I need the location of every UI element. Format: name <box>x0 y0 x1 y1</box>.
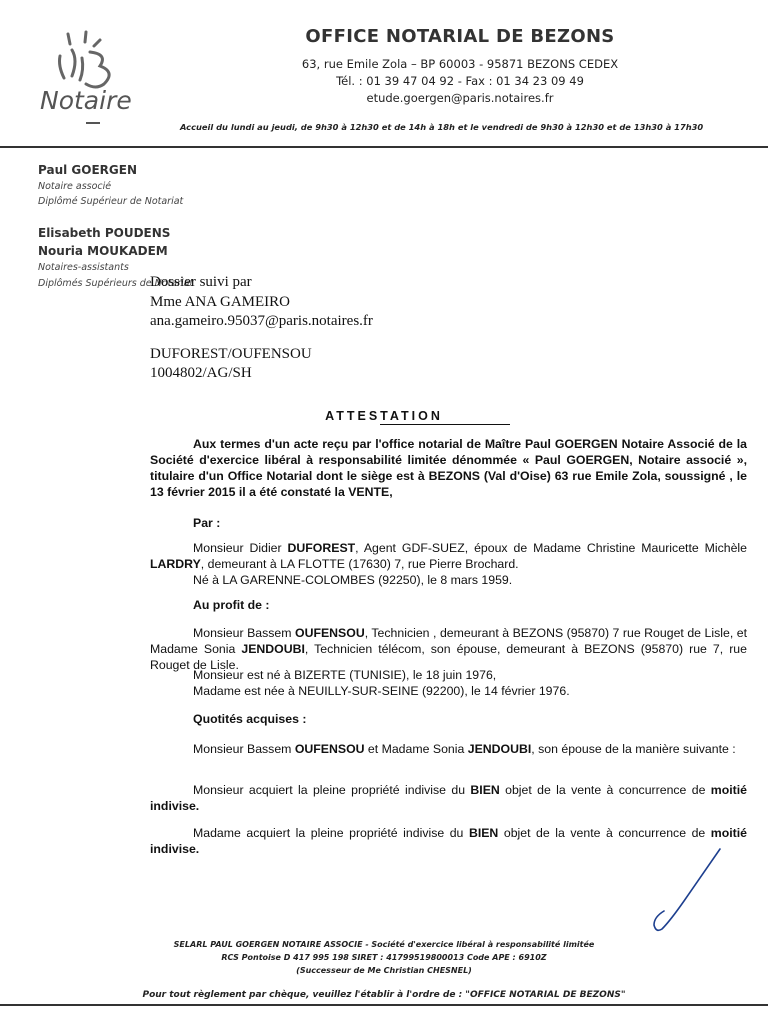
seller-heading: Par : <box>193 516 221 530</box>
dossier-contact-email: ana.gameiro.95037@paris.notaires.fr <box>150 313 373 329</box>
attestation-title: ATTESTATION <box>325 409 443 423</box>
office-title: OFFICE NOTARIAL DE BEZONS <box>305 26 615 47</box>
buyer-paragraph: Monsieur Bassem OUFENSOU, Technicien , demeurant à BEZONS (95870) 7 rue Rouget de Lisle, et Madame Sonia JENDOUBI, Technicien télécom, son épouse, demeurant à BEZONS (95870) rue 7, rue Rouget de Lisle. <box>150 626 747 672</box>
dossier-reference-names: DUFOREST/OUFENSOU <box>150 346 312 362</box>
quotites-heading: Quotités acquises : <box>193 712 307 726</box>
office-hours: Accueil du lundi au jeudi, de 9h30 à 12h30 et de 14h à 18h et le vendredi de 9h30 à 12h30 et de 13h30 à 17h30 <box>180 122 704 132</box>
dossier-reference-number: 1004802/AG/SH <box>150 365 252 381</box>
title-underline <box>380 424 510 425</box>
dossier-contact-name: Mme ANA GAMEIRO <box>150 294 291 310</box>
logo-underline <box>86 122 100 124</box>
assistant-name-1: Elisabeth POUDENS <box>38 226 171 240</box>
wife-share-paragraph: Madame acquiert la pleine propriété indivise du BIEN objet de la vente à concurrence de moitié indivise. <box>150 826 747 856</box>
intro-paragraph: Aux termes d'un acte reçu par l'office notarial de Maître Paul GOERGEN Notaire Associé de la Société d'exercice libéral à responsabilité limitée dénommée « Paul GOERGEN, Notaire associé », titulaire d'un Office Notarial dont le siège est à BEZONS (Val d'Oise) 63 rue Emile Zola, soussigné , le 13 février 2015 il a été constaté la VENTE, <box>150 437 747 499</box>
buyer-birth-2: Madame est née à NEUILLY-SUR-SEINE (92200), le 14 février 1976. <box>193 684 570 698</box>
assistants-title: Notaires-assistants <box>38 262 129 273</box>
assistants-diploma: Diplômés Supérieurs de Notariat <box>38 278 194 289</box>
buyer-heading: Au profit de : <box>193 598 270 612</box>
footer-company: SELARL PAUL GOERGEN NOTAIRE ASSOCIE - Société d'exercice libéral à responsabilité limitée <box>173 940 595 949</box>
office-address: 63, rue Emile Zola – BP 60003 - 95871 BEZONS CEDEX <box>301 57 619 71</box>
seller-birth: Né à LA GARENNE-COLOMBES (92250), le 8 mars 1959. <box>193 573 513 587</box>
quotites-paragraph: Monsieur Bassem OUFENSOU et Madame Sonia JENDOUBI, son épouse de la manière suivante : <box>193 742 736 756</box>
notary-diploma: Diplômé Supérieur de Notariat <box>38 196 184 207</box>
footer-payment-note: Pour tout règlement par chèque, veuillez l'établir à l'ordre de : "OFFICE NOTARIAL DE BEZONS" <box>142 990 626 1000</box>
header-divider <box>0 146 768 148</box>
buyer-birth-1: Monsieur est né à BIZERTE (TUNISIE), le 18 juin 1976, <box>193 668 497 682</box>
office-email: etude.goergen@paris.notaires.fr <box>366 91 554 105</box>
footer-successor: (Successeur de Me Christian CHESNEL) <box>296 966 472 975</box>
footer-registration: RCS Pontoise D 417 995 198 SIRET : 41799519800013 Code APE : 6910Z <box>221 953 547 962</box>
notary-signature <box>640 845 730 935</box>
office-phone-fax: Tél. : 01 39 47 04 92 - Fax : 01 34 23 09 49 <box>336 74 584 88</box>
logo-word: Notaire <box>40 86 132 115</box>
notary-name: Paul GOERGEN <box>38 163 137 177</box>
notary-title: Notaire associé <box>38 181 112 192</box>
footer-divider <box>0 1004 768 1006</box>
husband-share-paragraph: Monsieur acquiert la pleine propriété indivise du BIEN objet de la vente à concurrence de moitié indivise. <box>150 783 747 813</box>
seller-paragraph: Monsieur Didier DUFOREST, Agent GDF-SUEZ, époux de Madame Christine Mauricette Michèle LARDRY, demeurant à LA FLOTTE (17630) 7, rue Pierre Brochard. <box>150 541 747 571</box>
dossier-followed-by: Dossier suivi par <box>150 274 252 290</box>
assistant-name-2: Nouria MOUKADEM <box>38 244 168 258</box>
